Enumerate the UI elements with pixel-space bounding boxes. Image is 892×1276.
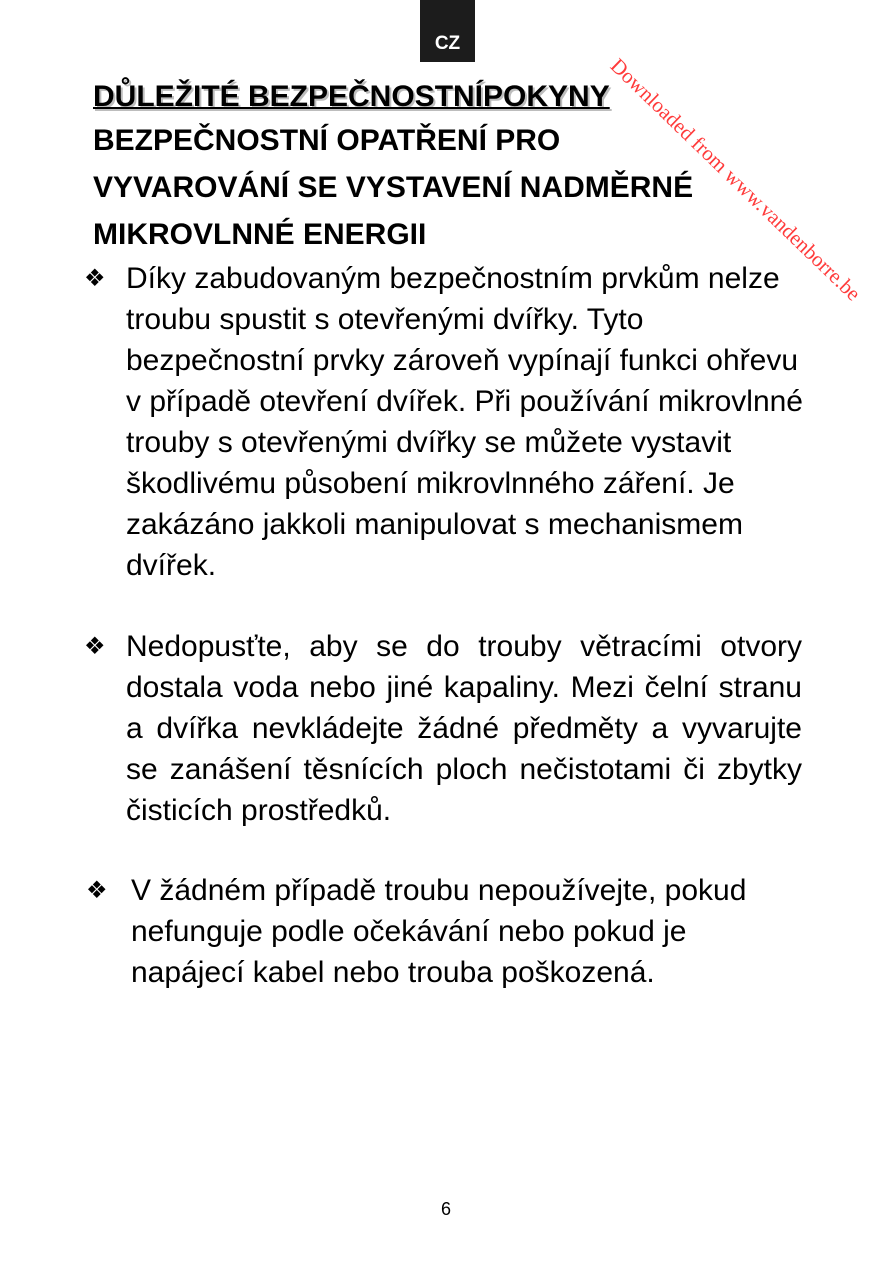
list-item-text: V žádném případě troubu nepoužívejte, pokud nefunguje podle očekávání nebo pokud je napájecí kabel nebo trouba poškozená. (131, 874, 747, 989)
language-tab-label: CZ (434, 33, 461, 54)
list-item (86, 870, 791, 993)
list-item (84, 258, 806, 586)
section-subtitle: BEZPEČNOSTNÍ OPATŘENÍ PRO VYVAROVÁNÍ SE VYSTAVENÍ NADMĚRNÉ MIKROVLNNÉ ENERGII (93, 124, 694, 251)
diamond-bullet-icon: ❖ (86, 877, 108, 904)
diamond-bullet-icon: ❖ (84, 265, 106, 292)
download-watermark: Downloaded from www.vandenborre.be (605, 53, 866, 306)
diamond-bullet-icon: ❖ (84, 633, 106, 660)
list-item (84, 626, 802, 831)
list-item-text: Díky zabudovaným bezpečnostním prvkům nelze troubu spustit s otevřenými dvířky. Tyto bezpečnostní prvky zároveň vypínají funkci ohřevu v případě otevření dvířek. Při používání mikrovlnné trouby s otevřenými dvířky se můžete vystavit škodlivému působení mikrovlnného záření. Je zakázáno jakkoli manipulovat s mechanismem dvířek. (126, 262, 803, 582)
list-item-text: Nedopusťte, aby se do trouby větracími otvory dostala voda nebo jiné kapaliny. Mezi čelní stranu a dvířka nevkládejte žádné předměty a vyvarujte se zanášení těsnících ploch nečistotami či zbytky čisticích prostředků. (126, 630, 802, 827)
page-number: 6 (440, 1199, 451, 1219)
page-title: DŮLEŽITÉ BEZPEČNOSTNÍPOKYNY (93, 80, 610, 113)
